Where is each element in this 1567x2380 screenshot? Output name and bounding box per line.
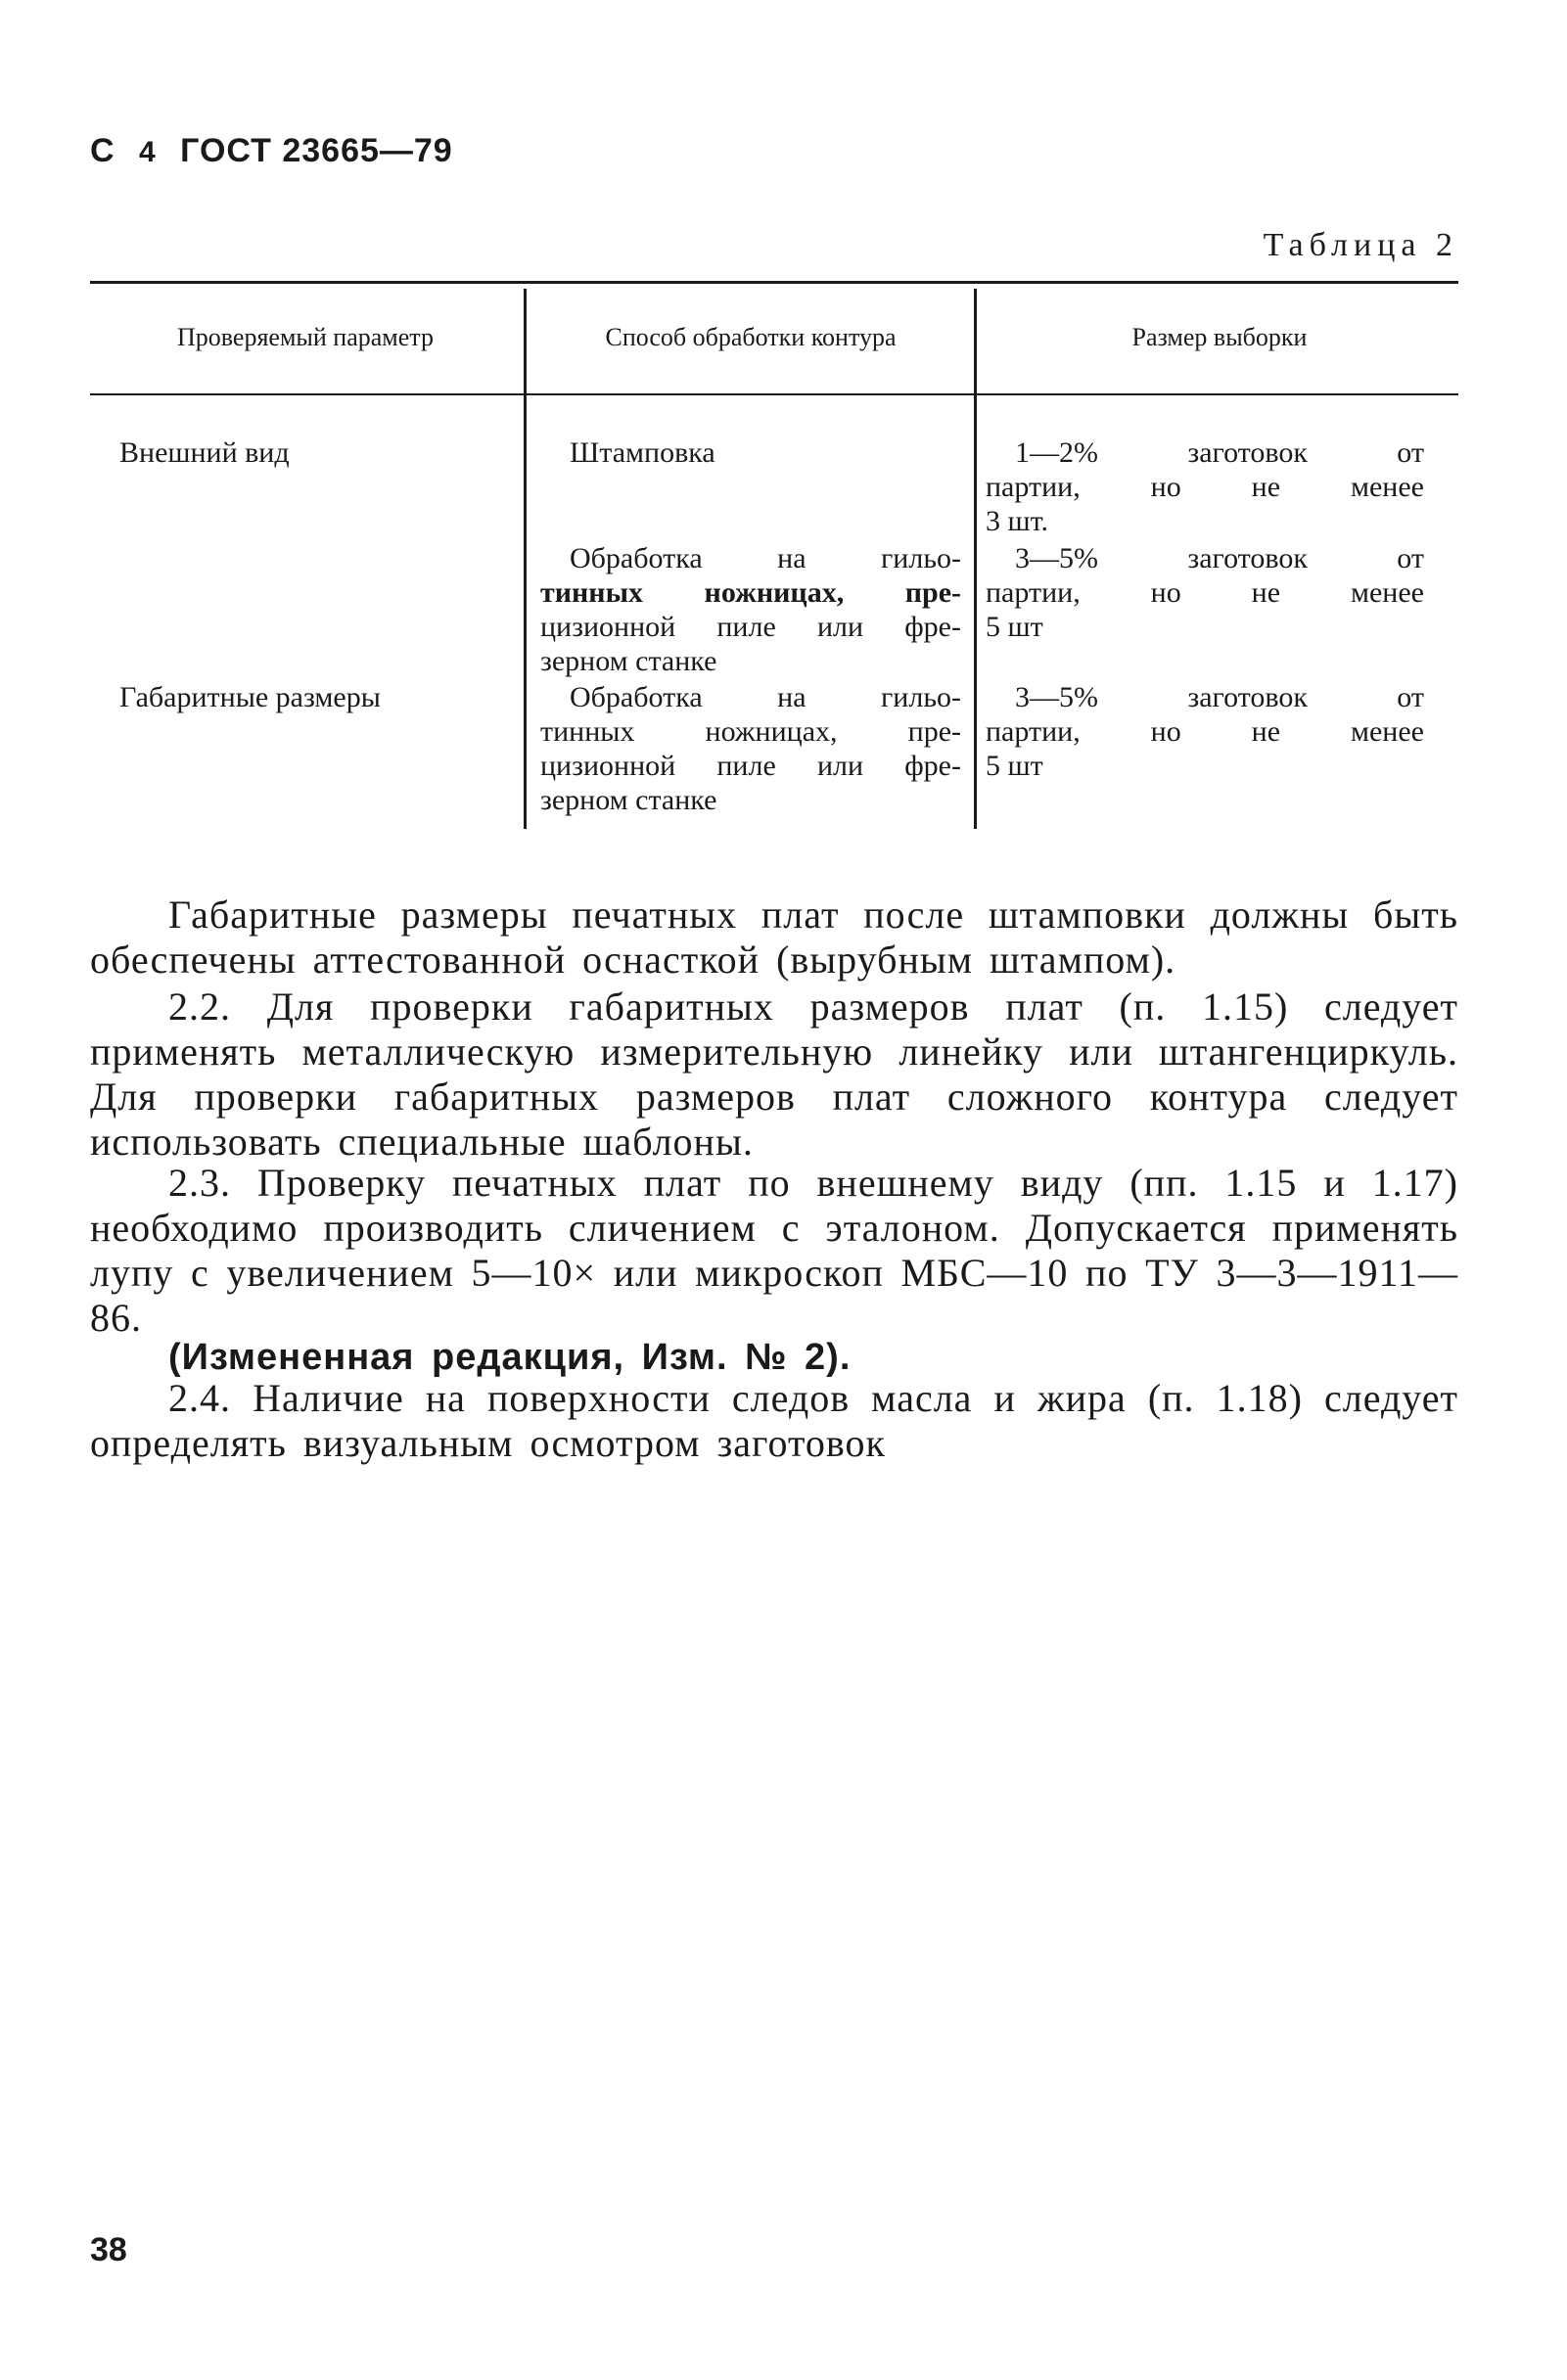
column-divider-2 (974, 289, 977, 829)
page-number: 38 (90, 2231, 127, 2268)
sample-stamping: 1—2% заготовок от партии, но не менее 3 шт. (986, 436, 1424, 537)
table-top-rule (90, 281, 1458, 284)
standard-id: ГОСТ 23665—79 (180, 132, 453, 169)
method-stamping: Штамповка (570, 436, 715, 469)
sample-guillotine-2: 3—5% заготовок от партии, но не менее 5 шт (986, 681, 1424, 782)
sample-guillotine-1: 3—5% заготовок от партии, но не менее 5 шт (986, 542, 1424, 643)
method-guillotine-1: Обработка на гильо- тинных ножницах, пре- цизионной пиле или фре- зерном станке (540, 542, 961, 677)
table-caption: Таблица 2 (1263, 227, 1458, 263)
col-header-method: Способ обработки контура (605, 323, 897, 351)
col-header-sample: Размер выборки (1131, 323, 1308, 351)
sampling-table (90, 281, 1458, 829)
table-header-rule (90, 393, 1458, 395)
col-header-param: Проверяемый параметр (177, 323, 434, 351)
method-guillotine-2: Обработка на гильо- тинных ножницах, пре- цизионной пиле или фре- зерном станке (540, 681, 961, 816)
param-appearance: Внешний вид (119, 436, 290, 469)
paragraph-2-3: 2.3. Проверку печатных плат по внешнему виду (пп. 1.15 и 1.17) необходимо производить сличением с эталоном. Допускается применять лупу с увеличением 5—10× или микроскоп МБС—10 по ТУ 3—3—1911—86. (90, 1161, 1458, 1340)
page-num: 4 (139, 136, 157, 168)
param-dimensions: Габаритные размеры (119, 681, 381, 713)
page-ref: С (90, 132, 115, 169)
page-header (90, 132, 453, 170)
paragraph-dimensions-stamping: Габаритные размеры печатных плат после штамповки должны быть обеспечены аттестованной оснасткой (вырубным штампом). (90, 892, 1458, 982)
amendment-note: (Измененная редакция, Изм. № 2). (168, 1337, 852, 1378)
paragraph-2-4: 2.4. Наличие на поверхности следов масла и жира (п. 1.18) следует определять визуальным осмотром заготовок (90, 1376, 1458, 1465)
column-divider-1 (524, 289, 527, 829)
paragraph-2-2: 2.2. Для проверки габаритных размеров плат (п. 1.15) следует применять металлическую измерительную линейку или штангенциркуль. Для проверки габаритных размеров плат сложного контура следует использовать специальные шаблоны. (90, 984, 1458, 1164)
